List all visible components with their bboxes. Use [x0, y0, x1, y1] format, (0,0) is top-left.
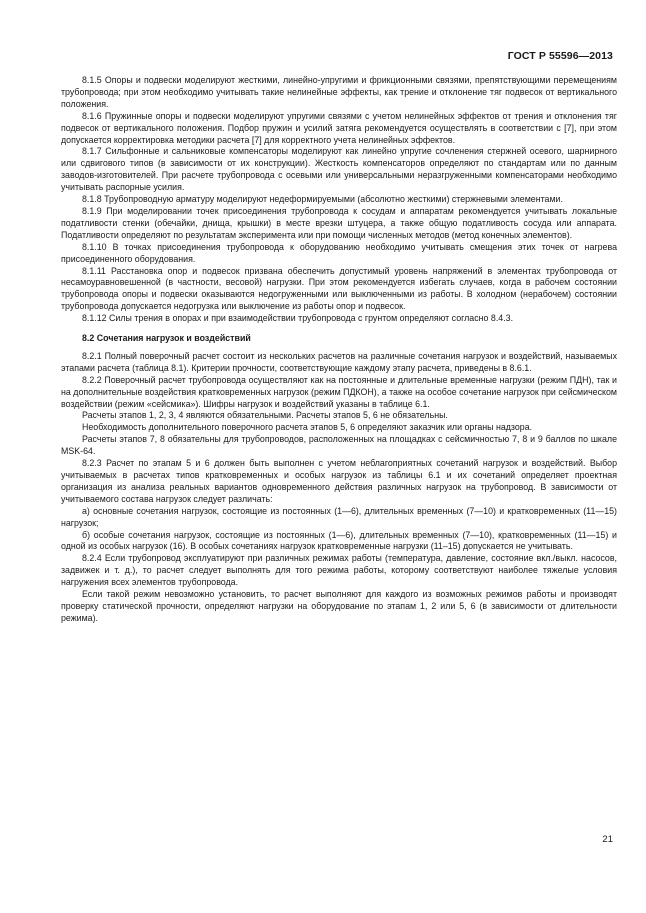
document-header: ГОСТ Р 55596—2013 — [507, 50, 613, 62]
paragraph: 8.1.7 Сильфонные и сальниковые компенсаторы моделируют как линейно упругие сочленения стержней осевого, шарнирного или сдвигового типов (в зависимости от их конструкции). Жесткость компенсаторов определяют по стандартам или по данным заводов-изготовителей. При расчете трубопровода с осевыми или универсальными неразгруженными компенсаторами необходимо учитывать распорные усилия. — [61, 146, 617, 193]
paragraph: 8.2.3 Расчет по этапам 5 и 6 должен быть выполнен с учетом неблагоприятных сочетаний нагрузок и воздействий. Выбор учитываемых в расчетах типов кратковременных и особых нагрузок из таблицы 6.1 и их сочетаний определяет проектная организация из анализа реальных вариантов одновременного действия различных нагрузок на трубопровод. В зависимости от учитываемого состава нагрузок следует различать: — [61, 458, 617, 504]
page-number: 21 — [602, 834, 613, 845]
paragraph: Необходимость дополнительного поверочного расчета этапов 5, 6 определяют заказчик или органы надзора. — [82, 422, 533, 433]
paragraph: Расчеты этапов 1, 2, 3, 4 являются обязательными. Расчеты этапов 5, 6 не обязательны. — [82, 410, 448, 421]
paragraph: 8.1.10 В точках присоединения трубопровода к оборудованию необходимо учитывать смещения этих точек от нагрева присоединенного оборудования. — [61, 241, 617, 264]
paragraph: 8.2.4 Если трубопровод эксплуатируют при различных режимах работы (температура, давление, состояние вкл./выкл. насосов, задвижек и т. д.), то расчет следует выполнять для того режима работы, которому соответствуют наиболее тяжелые условия нагружения всех элементов трубопровода. — [61, 553, 617, 588]
list-item: а) основные сочетания нагрузок, состоящие из постоянных (1—6), длительных временных (7—10) и кратковременных (11—15) нагрузок; — [61, 505, 617, 528]
section-heading: 8.2 Сочетания нагрузок и воздействий — [82, 333, 251, 344]
paragraph: Если такой режим невозможно установить, то расчет выполняют для каждого из возможных режимов работы и производят проверку статической прочности, определяют нагрузки на оборудование по этапам 1, 2 или 5, 6 (в зависимости от длительности режима). — [61, 589, 617, 623]
paragraph: 8.1.12 Силы трения в опорах и при взаимодействии трубопровода с грунтом определяют согласно 8.4.3. — [82, 313, 514, 324]
paragraph: 8.1.8 Трубопроводную арматуру моделируют недеформируемыми (абсолютно жесткими) стержневыми элементами. — [82, 194, 563, 205]
paragraph: 8.1.9 При моделировании точек присоединения трубопровода к сосудам и аппаратам рекомендуется учитывать локальные податливости стенки (обечайки, днища, крышки) в месте врезки штуцера, а также общую податливость сосуда или аппарата. Податливости определяют по результатам эксперимента или при помощи численных методов (метод конечных элементов). — [61, 205, 617, 240]
paragraph: 8.1.6 Пружинные опоры и подвески моделируют упругими связями с учетом нелинейных эффектов от трения и отклонения тяг подвесок от вертикального положения. Подбор пружин и усилий затяга рекомендуется осуществлять в соответствии с [7], при этом допускается корректировка методики расчета [7] для корректного учета нелинейных эффектов. — [61, 110, 617, 145]
page-body — [61, 75, 617, 625]
paragraph: 8.2.2 Поверочный расчет трубопровода осуществляют как на постоянные и длительные временные нагрузки (режим ПДН), так и на дополнительные воздействия кратковременных нагрузок (режим ПДКОН), а также на особое сочетание нагрузок при сейсмическом воздействии (режим «сейсмика»). Шифры нагрузок и воздействий указаны в таблице 6.1. — [61, 374, 617, 409]
paragraph: 8.2.1 Полный поверочный расчет состоит из нескольких расчетов на различные сочетания нагрузок и воздействий, называемых этапами расчета (таблица 8.1). Критерии прочности, соответствующие каждому этапу расчета, приведены в 8.6.1. — [61, 350, 617, 373]
paragraph: 8.1.11 Расстановка опор и подвесок призвана обеспечить допустимый уровень напряжений в элементах трубопровода от несамоуравновешенной (в частности, весовой) нагрузки. При этом рекомендуется избегать случаев, когда в рабочем состоянии трубопровода опоры и подвески оказываются недогруженными или выключенными из работы. В холодном (нерабочем) состоянии трубопровода допускается недогрузка или выключение из работы опор и подвесок. — [61, 265, 617, 312]
paragraph: 8.1.5 Опоры и подвески моделируют жесткими, линейно-упругими и фрикционными связями, препятствующими перемещениям трубопровода; при этом необходимо учитывать такие нелинейные эффекты, как трение и отклонение тяг подвесок от вертикального положения. — [61, 75, 617, 109]
list-item: б) особые сочетания нагрузок, состоящие из постоянных (1—6), длительных временных (7—10), кратковременных (11—15) и одной из особых нагрузок (16). В особых сочетаниях нагрузок кратковременные нагрузки (11–15) допускается не учитывать. — [61, 529, 617, 552]
paragraph: Расчеты этапов 7, 8 обязательны для трубопроводов, расположенных на площадках с сейсмичностью 7, 8 и 9 баллов по шкале MSK-64. — [61, 434, 617, 457]
